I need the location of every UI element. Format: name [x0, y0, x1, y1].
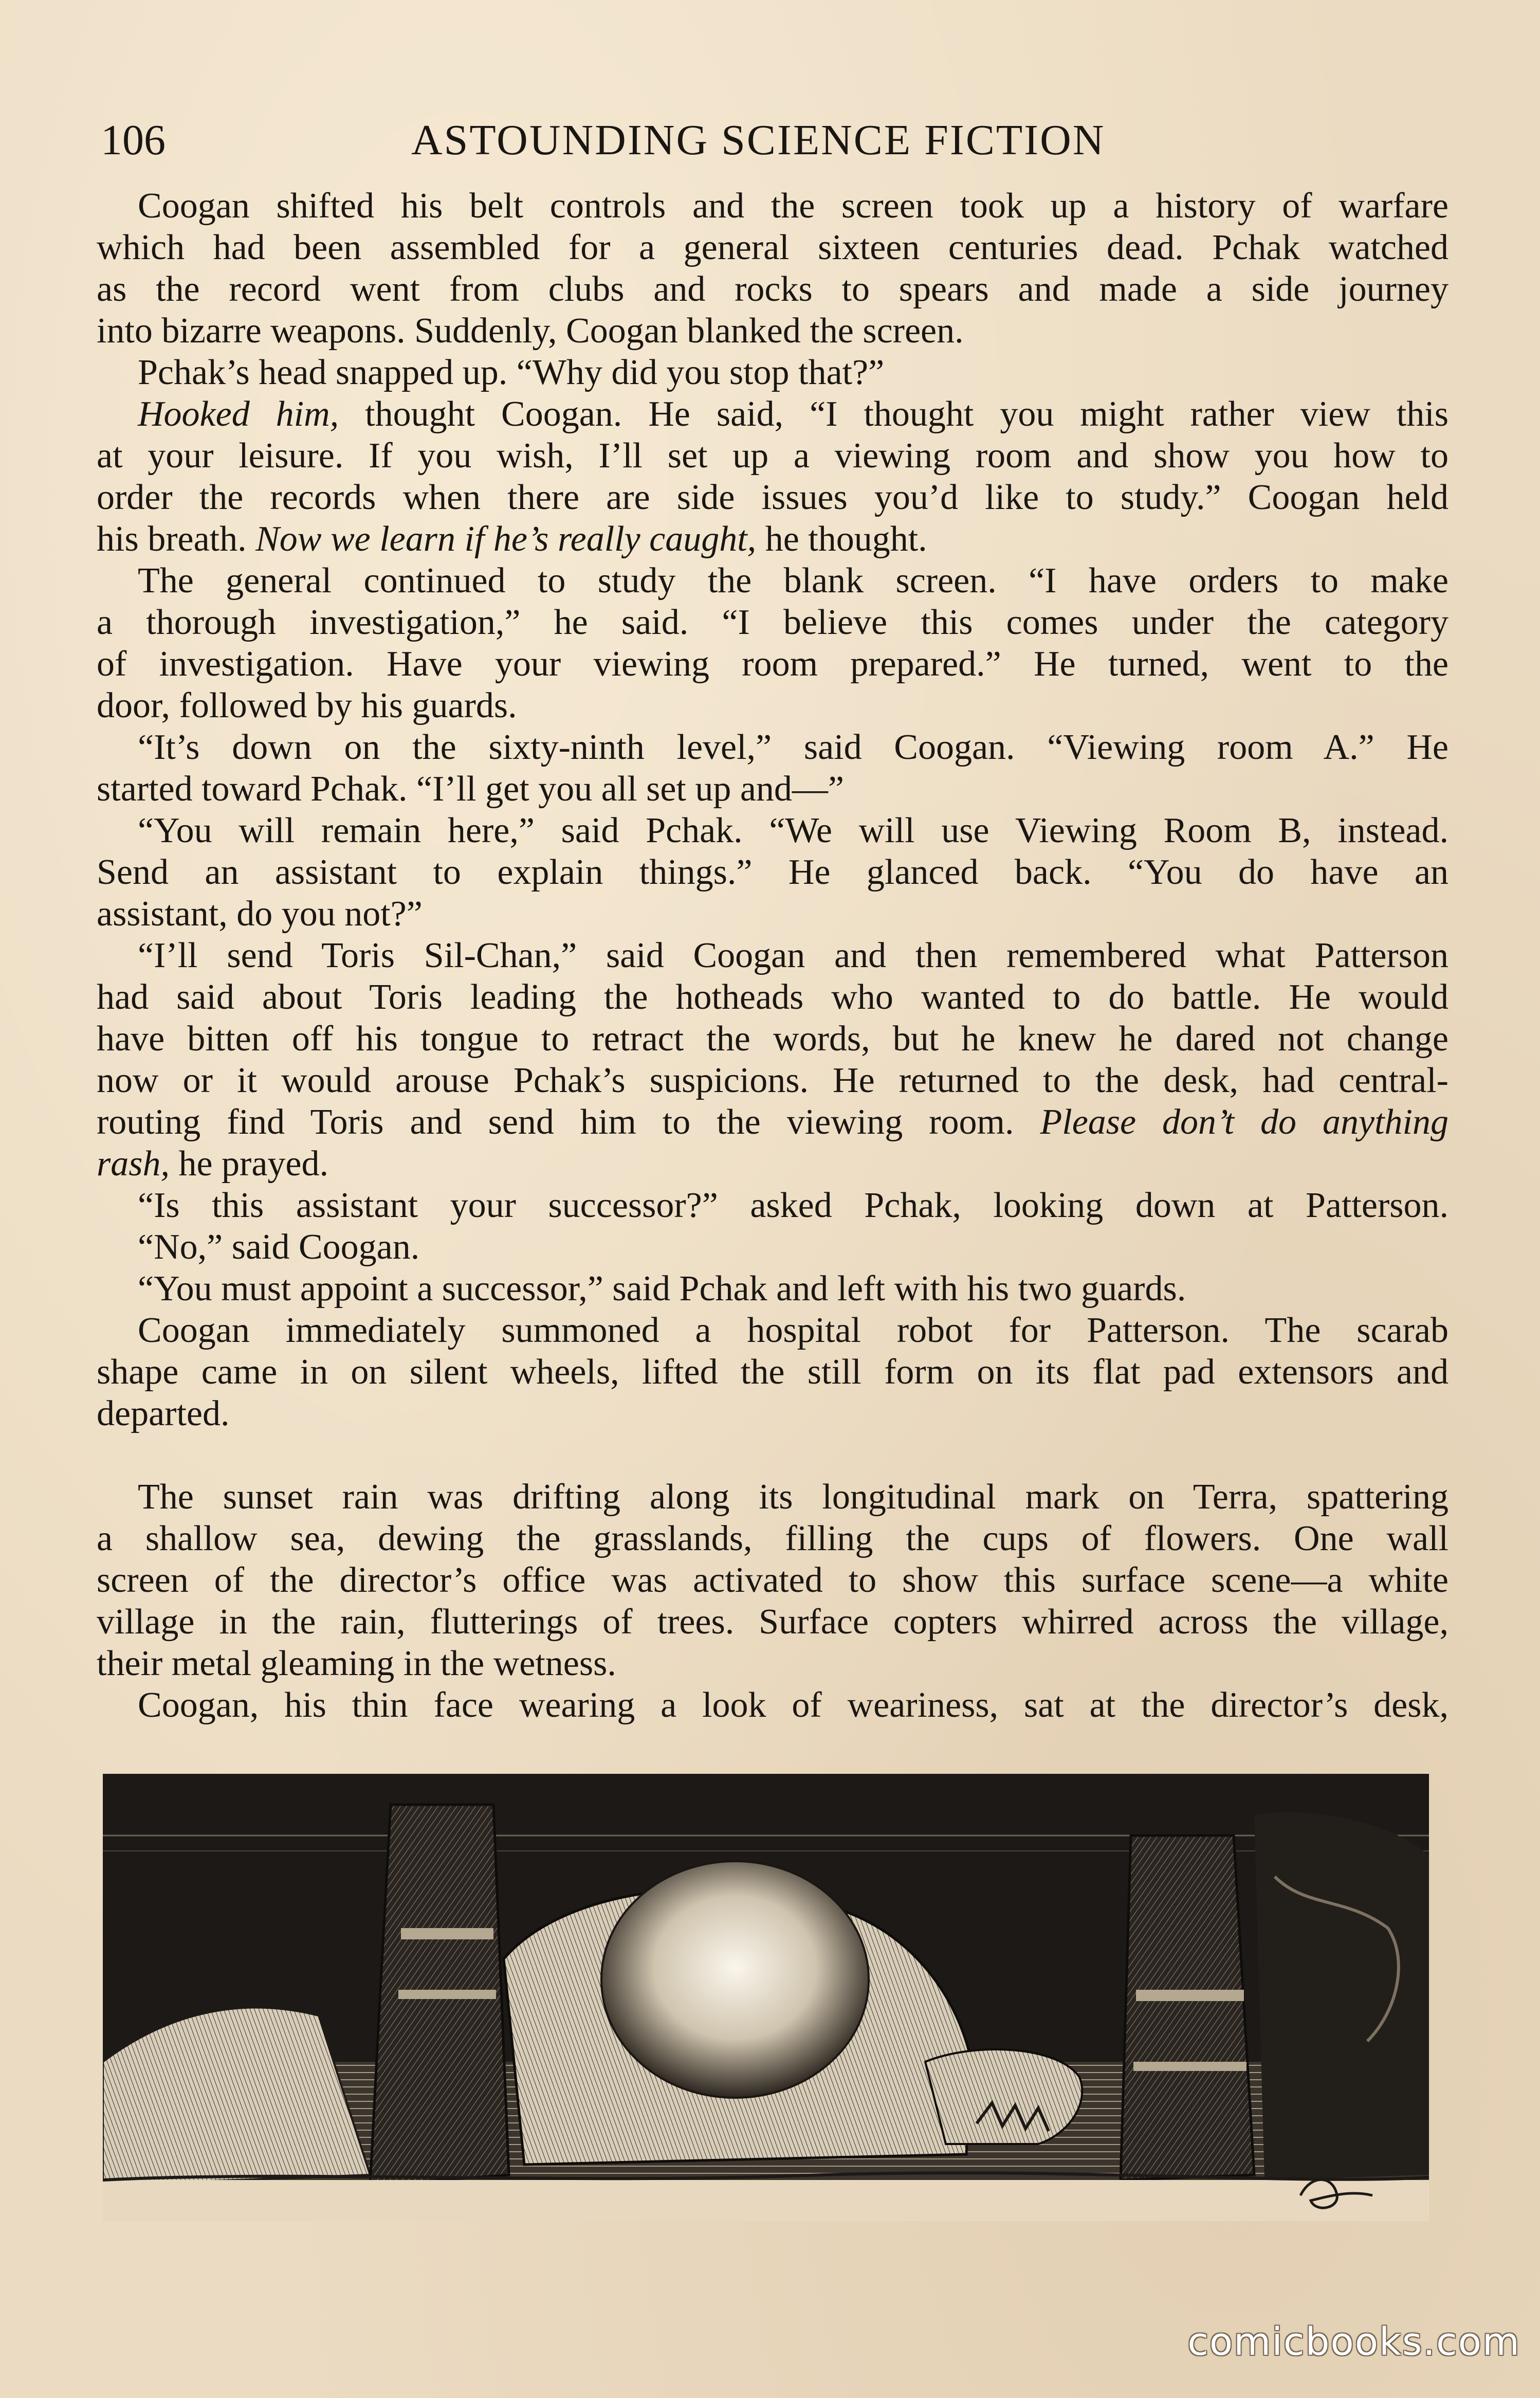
fallen-figure-illustration-icon — [103, 1774, 1429, 2221]
text-line: Send an assistant to explain things.” He glanced back. “You do have an — [97, 852, 1449, 892]
text-line: as the record went from clubs and rocks to spears and made a side journey — [97, 269, 1449, 309]
text-line — [97, 1101, 1449, 1143]
running-title: ASTOUNDING SCIENCE FICTION — [411, 116, 1106, 164]
text-line: now or it would arouse Pchak’s suspicions. He returned to the desk, had central- — [97, 1061, 1449, 1100]
text-line — [97, 393, 1449, 435]
text-line: of investigation. Have your viewing room prepared.” He turned, went to the — [97, 644, 1449, 684]
text-line: assistant, do you not?” — [97, 894, 423, 934]
text-line: “You must appoint a successor,” said Pchak and left with his two guards. — [138, 1269, 1186, 1309]
text-line: screen of the director’s office was activated to show this surface scene—a white — [97, 1560, 1449, 1600]
text-segment: he prayed. — [169, 1144, 329, 1184]
text-line: The sunset rain was drifting along its longitudinal mark on Terra, spattering — [138, 1477, 1449, 1517]
italic-phrase: Now we learn if he’s really caught, — [255, 519, 757, 559]
story-text — [97, 185, 1449, 1726]
text-line: Coogan, his thin face wearing a look of weariness, sat at the director’s desk, — [138, 1685, 1449, 1725]
text-line: village in the rain, flutterings of trees. Surface copters whirred across the village, — [97, 1602, 1449, 1642]
text-line: “No,” said Coogan. — [138, 1227, 420, 1267]
italic-phrase: Please don’t do anything — [1040, 1102, 1449, 1142]
text-line: Pchak’s head snapped up. “Why did you stop that?” — [138, 353, 885, 392]
text-line: which had been assembled for a general sixteen centuries dead. Pchak watched — [97, 228, 1449, 267]
text-line — [97, 1143, 1449, 1185]
story-illustration — [103, 1774, 1429, 2221]
text-segment: thought Coogan. He said, “I thought you might rather view this — [339, 394, 1449, 434]
text-line: started toward Pchak. “I’ll get you all set up and—” — [97, 769, 845, 809]
text-line — [97, 518, 1449, 560]
section-break — [97, 1434, 1449, 1476]
text-line: “You will remain here,” said Pchak. “We will use Viewing Room B, instead. — [138, 811, 1449, 850]
text-line: shape came in on silent wheels, lifted the still form on its flat pad extensors and — [97, 1352, 1449, 1392]
running-head — [101, 112, 1458, 169]
text-line: into bizarre weapons. Suddenly, Coogan blanked the screen. — [97, 311, 964, 351]
text-line: “Is this assistant your successor?” asked Pchak, looking down at Patterson. — [138, 1186, 1449, 1225]
text-line: a shallow sea, dewing the grasslands, filling the cups of flowers. One wall — [97, 1519, 1449, 1558]
text-line: have bitten off his tongue to retract the words, but he knew he dared not change — [97, 1019, 1449, 1059]
text-line: their metal gleaming in the wetness. — [97, 1644, 616, 1683]
text-line: a thorough investigation,” he said. “I believe this comes under the category — [97, 603, 1449, 642]
text-line: “It’s down on the sixty-ninth level,” said Coogan. “Viewing room A.” He — [138, 728, 1449, 767]
text-line: The general continued to study the blank screen. “I have orders to make — [138, 561, 1449, 601]
text-line: departed. — [97, 1394, 230, 1433]
italic-phrase: Hooked him, — [138, 394, 339, 434]
text-line: Coogan shifted his belt controls and the screen took up a history of warfare — [138, 186, 1449, 226]
text-line: Coogan immediately summoned a hospital robot for Patterson. The scarab — [138, 1311, 1449, 1350]
text-line: “I’ll send Toris Sil-Chan,” said Coogan and then remembered what Patterson — [138, 936, 1449, 975]
text-line: had said about Toris leading the hotheads who wanted to do battle. He would — [97, 977, 1449, 1017]
text-segment: his breath. — [97, 519, 256, 559]
text-segment: routing find Toris and send him to the viewing room. — [97, 1102, 1040, 1142]
text-line: door, followed by his guards. — [97, 686, 517, 725]
page-number: 106 — [101, 116, 166, 164]
text-line: order the records when there are side issues you’d like to study.” Coogan held — [97, 478, 1449, 517]
watermark: comicbooks.com — [1187, 2320, 1520, 2364]
text-segment: he thought. — [756, 519, 927, 559]
italic-phrase: rash, — [97, 1144, 170, 1184]
text-line: at your leisure. If you wish, I’ll set up a viewing room and show you how to — [97, 436, 1449, 476]
